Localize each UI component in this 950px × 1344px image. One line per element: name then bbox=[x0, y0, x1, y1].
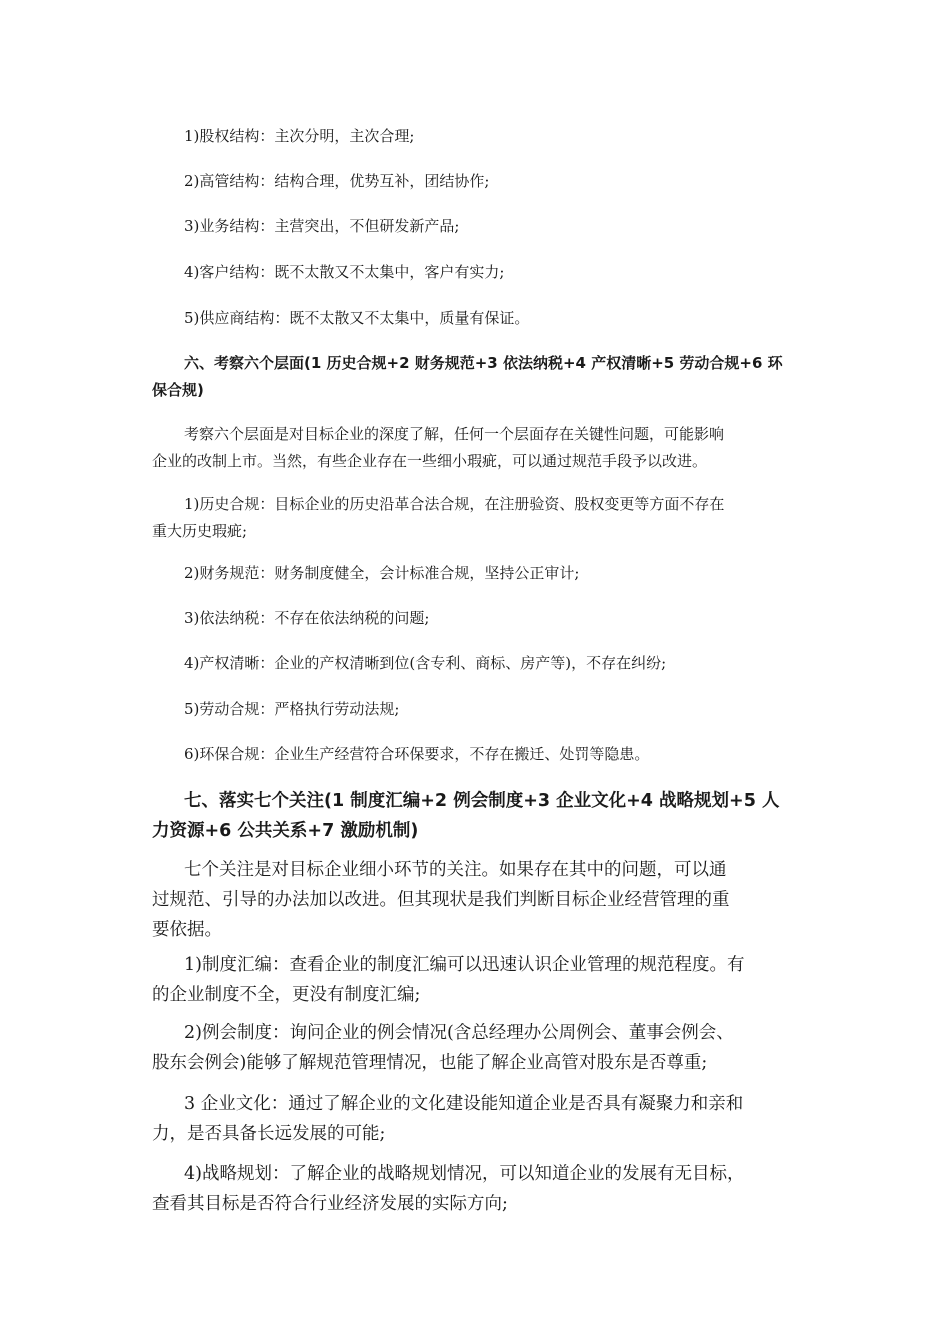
structure-item-customer: 4)客户结构：既不太散又不太集中，客户有实力; bbox=[184, 263, 505, 281]
six-item-environment: 6)环保合规：企业生产经营符合环保要求，不存在搬迁、处罚等隐患。 bbox=[184, 745, 650, 763]
seven-item-strategic-planning: 4)战略规划：了解企业的战略规划情况，可以知道企业的发展有无目标， 查看其目标是否符合行业经济发展的实际方向; bbox=[152, 1164, 745, 1214]
six-item-finance: 2)财务规范：财务制度健全，会计标准合规，坚持公正审计; bbox=[184, 564, 580, 582]
seven-item-rules-compilation: 1)制度汇编：查看企业的制度汇编可以迅速认识企业管理的规范程度。有 的企业制度不全，更没有制度汇编; bbox=[152, 955, 745, 1005]
structure-item-management: 2)高管结构：结构合理，优势互补，团结协作; bbox=[184, 172, 490, 190]
structure-item-supplier: 5)供应商结构：既不太散又不太集中，质量有保证。 bbox=[184, 309, 530, 327]
six-item-tax: 3)依法纳税：不存在依法纳税的问题; bbox=[184, 609, 430, 627]
structure-item-business: 3)业务结构：主营突出，不但研发新产品; bbox=[184, 217, 460, 235]
seven-item-corporate-culture: 3 企业文化：通过了解企业的文化建设能知道企业是否具有凝聚力和亲和 力，是否具备长远发展的可能; bbox=[152, 1094, 744, 1144]
six-item-property: 4)产权清晰：企业的产权清晰到位(含专利、商标、房产等)，不存在纠纷; bbox=[184, 654, 667, 672]
section-seven-heading: 七、落实七个关注(1 制度汇编+2 例会制度+3 企业文化+4 战略规划+5 人 力资源+6 公共关系+7 激励机制) bbox=[152, 791, 780, 841]
section-seven-intro: 七个关注是对目标企业细小环节的关注。如果存在其中的问题，可以通 过规范、引导的办法加以改进。但其现状是我们判断目标企业经营管理的重 要依据。 bbox=[152, 860, 730, 940]
seven-item-regular-meetings: 2)例会制度：询问企业的例会情况(含总经理办公周例会、董事会例会、 股东会例会)能够了解规范管理情况，也能了解企业高管对股东是否尊重; bbox=[152, 1023, 734, 1073]
six-item-history: 1)历史合规：目标企业的历史沿革合法合规，在注册验资、股权变更等方面不存在 重大历史瑕疵; bbox=[152, 495, 725, 540]
structure-item-equity: 1)股权结构：主次分明，主次合理; bbox=[184, 127, 415, 145]
section-six-heading: 六、考察六个层面(1 历史合规+2 财务规范+3 依法纳税+4 产权清晰+5 劳动合规+6 环 保合规) bbox=[152, 354, 783, 399]
section-six-intro: 考察六个层面是对目标企业的深度了解，任何一个层面存在关键性问题，可能影响 企业的改制上市。当然，有些企业存在一些细小瑕疵，可以通过规范手段予以改进。 bbox=[152, 425, 725, 470]
six-item-labor: 5)劳动合规：严格执行劳动法规; bbox=[184, 700, 400, 718]
